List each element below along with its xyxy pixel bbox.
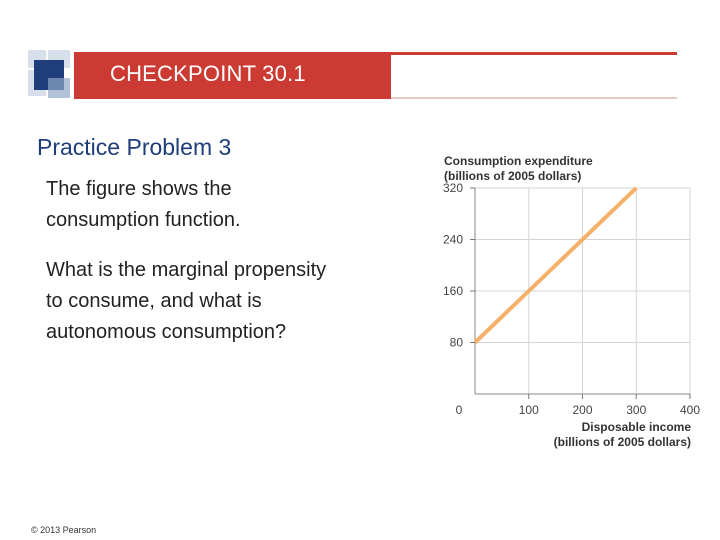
copyright-notice: © 2013 Pearson [31, 525, 97, 535]
origin-label: 0 [455, 403, 463, 417]
problem-paragraph-2: What is the marginal propensity to consume, and what is autonomous consumption? [46, 259, 327, 343]
grid [475, 188, 690, 394]
problem-paragraph-1: The figure shows the consumption function. [46, 178, 241, 231]
problem-heading: Practice Problem 3 [37, 134, 232, 160]
consumption-function-line [475, 188, 636, 343]
consumption-function-chart [420, 148, 720, 458]
y-axis-label-line2: (billions of 2005 dollars) [444, 169, 582, 183]
x-tick-label-2: 300 [626, 403, 647, 417]
axis-ticks [443, 181, 700, 417]
header-rule-bottom [391, 97, 677, 99]
x-tick-label-3: 400 [679, 403, 701, 417]
x-axis-label-line1: Disposable income [581, 420, 691, 434]
slide-title: CHECKPOINT 30.1 [110, 61, 306, 86]
x-tick-label-1: 200 [572, 403, 593, 417]
y-tick-label-2: 240 [442, 232, 463, 247]
y-tick-label-0: 80 [449, 335, 463, 350]
x-axis-label-line2: (billions of 2005 dollars) [553, 435, 691, 449]
x-tick-label-0: 100 [518, 403, 539, 417]
y-tick-label-3: 320 [442, 181, 463, 195]
y-axis-label-line1: Consumption expenditure [444, 154, 593, 168]
y-tick-label-1: 160 [442, 284, 463, 298]
header-rule [391, 52, 677, 55]
